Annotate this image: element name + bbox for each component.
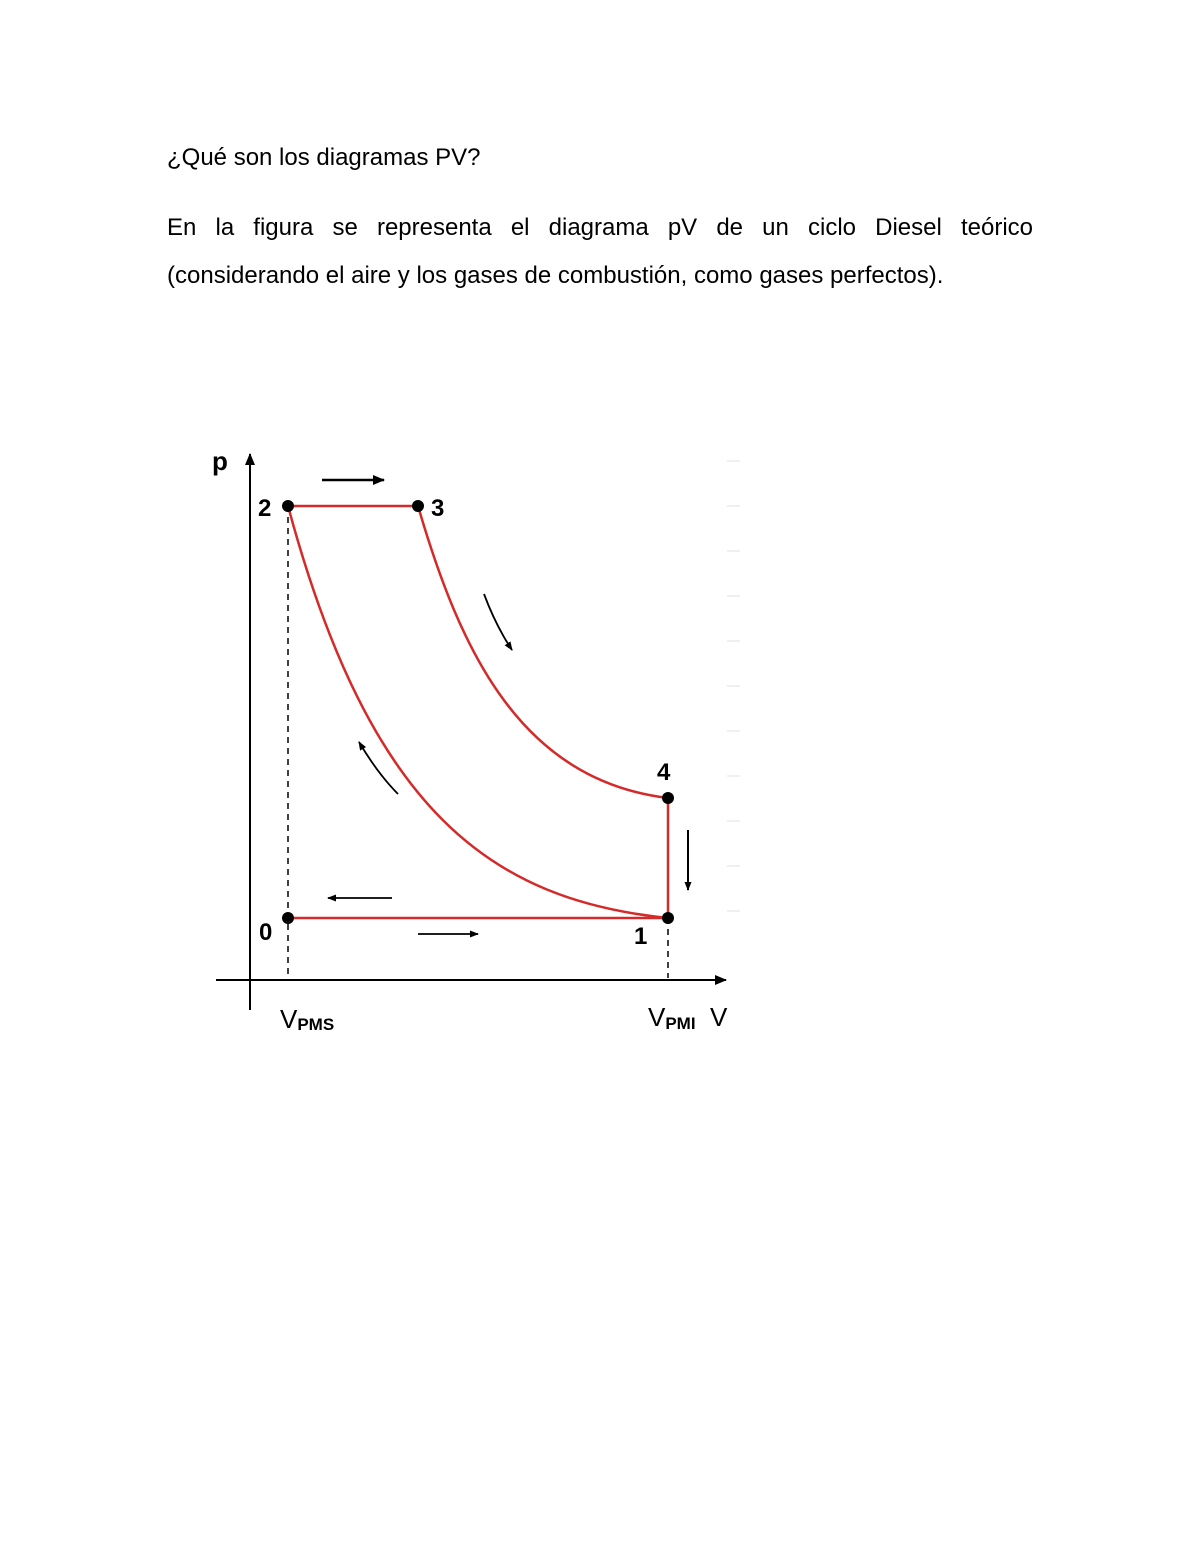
vpmi-label <box>648 1002 696 1033</box>
vpms-label-main: V <box>280 1004 298 1034</box>
diesel-cycle <box>288 506 668 918</box>
pv-diagram-svg <box>200 430 745 1040</box>
document-paragraph: En la figura se representa el diagrama pV de un ciclo Diesel teórico (considerando el aire y los gases de combustión, como gases perfectos). <box>167 214 1033 289</box>
right-edge-artifacts <box>727 461 740 911</box>
state-point-2 <box>282 500 294 512</box>
point-label-4: 4 <box>657 759 671 786</box>
vpms-label <box>280 1004 334 1034</box>
direction-arrows <box>322 480 688 934</box>
x-axis-label: V <box>710 1002 728 1032</box>
vpmi-label-main: V <box>648 1002 666 1032</box>
point-label-3: 3 <box>431 495 445 522</box>
state-point-4 <box>662 792 674 804</box>
arrow-1-2 <box>359 742 398 794</box>
state-point-0 <box>282 912 294 924</box>
vpmi-label-sub: PMI <box>665 1014 696 1033</box>
point-label-0: 0 <box>259 919 273 946</box>
state-point-1 <box>662 912 674 924</box>
vpms-label-sub: PMS <box>297 1015 335 1034</box>
arrow-3-4 <box>484 594 512 650</box>
adiabatic-expansion-3-4 <box>418 506 668 798</box>
document-heading: ¿Qué son los diagramas PV? <box>167 144 481 171</box>
point-label-1: 1 <box>634 923 648 950</box>
pv-diagram-figure <box>200 430 745 1040</box>
adiabatic-compression-1-2 <box>288 506 668 918</box>
state-point-3 <box>412 500 424 512</box>
state-points <box>282 500 674 924</box>
point-label-2: 2 <box>258 495 272 522</box>
y-axis-label: p <box>212 446 228 476</box>
